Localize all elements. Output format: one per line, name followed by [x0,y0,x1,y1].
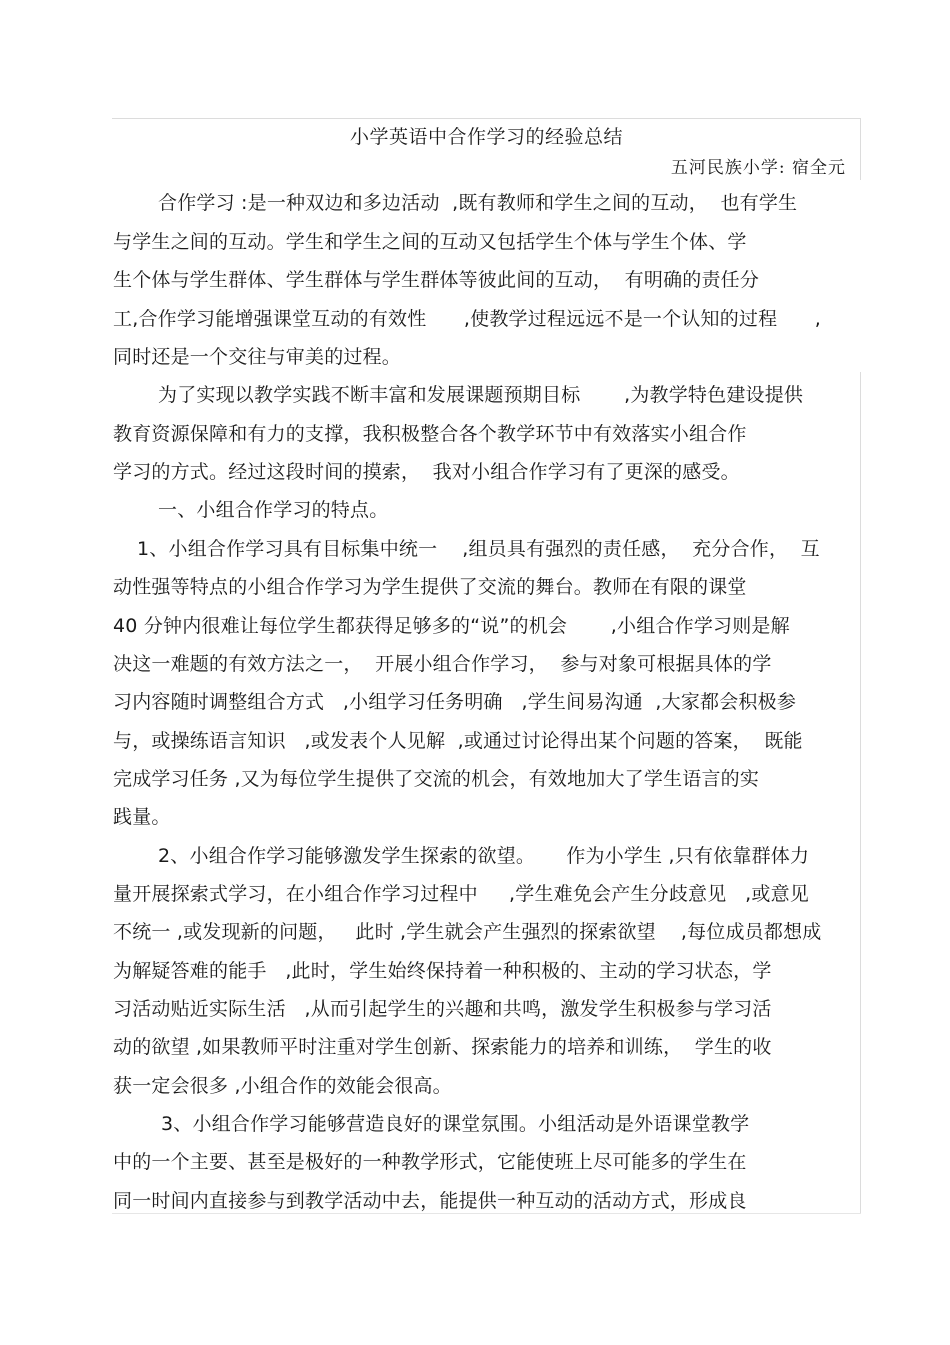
document-author: 五河民族小学: 宿全元 [670,158,846,178]
text-line: 与学生之间的互动。学生和学生之间的互动又包括学生个体与学生个体、学 [113,231,747,253]
text-line: 践量。 [113,806,171,828]
text-line: 为了实现以教学实践不断丰富和发展课题预期目标 ,为教学特色建设提供 [158,384,804,406]
text-line: 学习的方式。经过这段时间的摸索， 我对小组合作学习有了更深的感受。 [113,461,740,483]
text-line: 3、小组合作学习能够营造良好的课堂氛围。小组活动是外语课堂教学 [161,1113,750,1135]
text-line: 生个体与学生群体、学生群体与学生群体等彼此间的互动， 有明确的责任分 [113,269,760,291]
page-frame-top-border [112,118,861,119]
section-heading: 一、小组合作学习的特点。 [158,499,389,521]
text-line: 中的一个主要、甚至是极好的一种教学形式，它能使班上尽可能多的学生在 [113,1151,747,1173]
text-line: 1、小组合作学习具有目标集中统一 ,组员具有强烈的责任感， 充分合作， 互 [137,538,820,560]
text-line: 与，或操练语言知识 ,或发表个人见解 ,或通过讨论得出某个问题的答案， 既能 [113,730,803,752]
text-line: 同时还是一个交往与审美的过程。 [113,346,402,368]
page-frame-bottom-border [112,1213,861,1214]
text-line: 动的欲望 ,如果教师平时注重对学生创新、探索能力的培养和训练， 学生的收 [113,1036,772,1058]
text-line: 为解疑答难的能手 ,此时，学生始终保持着一种积极的、主动的学习状态，学 [113,960,772,982]
text-line: 习活动贴近实际生活 ,从而引起学生的兴趣和共鸣，激发学生积极参与学习活 [113,998,772,1020]
text-line: 合作学习 :是一种双边和多边活动 ,既有教师和学生之间的互动， 也有学生 [158,192,798,214]
text-line: 量开展探索式学习，在小组合作学习过程中 ,学生难免会产生分歧意见 ,或意见 [113,883,809,905]
document-title: 小学英语中合作学习的经验总结 [349,126,623,148]
text-line: 获一定会很多 ,小组合作的效能会很高。 [113,1075,452,1097]
text-line: 完成学习任务 ,又为每位学生提供了交流的机会，有效地加大了学生语言的实 [113,768,760,790]
text-line: 教育资源保障和有力的支撑，我积极整合各个教学环节中有效落实小组合作 [113,423,747,445]
text-line: 决这一难题的有效方法之一， 开展小组合作学习， 参与对象可根据具体的学 [113,653,772,675]
text-line: 习内容随时调整组合方式 ,小组学习任务明确 ,学生间易沟通 ,大家都会积极参 [113,691,797,713]
text-line: 工,合作学习能增强课堂互动的有效性 ,使教学过程远远不是一个认知的过程 , [113,308,821,330]
text-line: 动性强等特点的小组合作学习为学生提供了交流的舞台。教师在有限的课堂 [113,576,747,598]
text-line: 2、小组合作学习能够激发学生探索的欲望。 作为小学生 ,只有依靠群体力 [158,845,810,867]
text-line: 同一时间内直接参与到教学活动中去，能提供一种互动的活动方式，形成良 [113,1190,747,1212]
text-line: 不统一 ,或发现新的问题， 此时 ,学生就会产生强烈的探索欲望 ,每位成员都想成 [113,921,822,943]
text-line: 40 分钟内很难让每位学生都获得足够多的“说”的机会 ,小组合作学习则是解 [113,615,790,637]
